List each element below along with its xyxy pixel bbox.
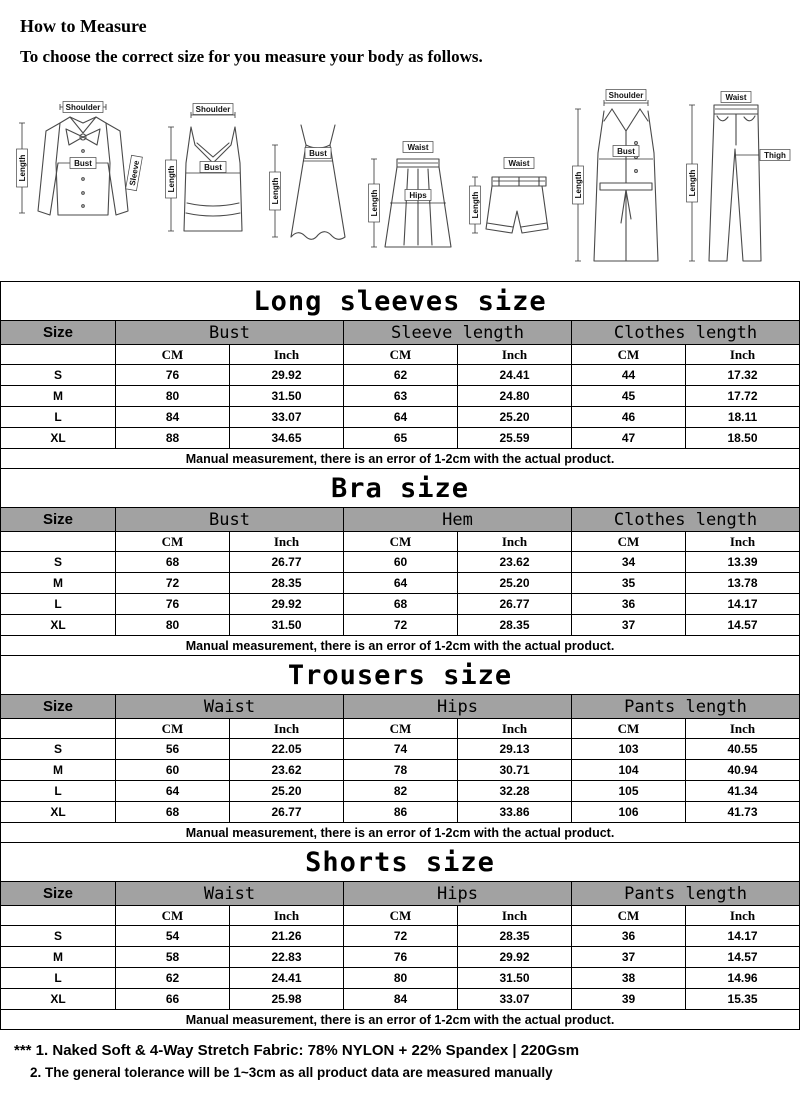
size-label: S [1, 552, 116, 573]
unit-inch: Inch [230, 532, 344, 552]
value-cell: 18.11 [686, 407, 800, 428]
value-cell: 41.34 [686, 781, 800, 802]
value-cell: 24.41 [230, 968, 344, 989]
value-cell: 47 [572, 428, 686, 449]
size-label: M [1, 760, 116, 781]
value-cell: 21.26 [230, 926, 344, 947]
length-label: Length [18, 154, 27, 182]
value-cell: 56 [116, 739, 230, 760]
bust-label: Bust [204, 163, 222, 172]
value-cell: 30.71 [458, 760, 572, 781]
value-cell: 76 [344, 947, 458, 968]
bust-label: Bust [74, 159, 92, 168]
value-cell: 60 [116, 760, 230, 781]
value-cell: 104 [572, 760, 686, 781]
value-cell: 25.20 [230, 781, 344, 802]
measurement-note: Manual measurement, there is an error of 1-2cm with the actual product. [1, 636, 800, 656]
hips-label: Hips [409, 191, 427, 200]
value-cell: 26.77 [458, 594, 572, 615]
value-cell: 86 [344, 802, 458, 823]
value-cell: 28.35 [458, 926, 572, 947]
value-cell: 33.86 [458, 802, 572, 823]
unit-row [1, 345, 800, 365]
value-cell: 64 [344, 407, 458, 428]
blank-cell [1, 345, 116, 365]
value-cell: 13.39 [686, 552, 800, 573]
group-header: Pants length [572, 882, 800, 906]
value-cell: 37 [572, 615, 686, 636]
vest-outline [184, 127, 242, 231]
value-cell: 41.73 [686, 802, 800, 823]
value-cell: 29.13 [458, 739, 572, 760]
value-cell: 72 [344, 615, 458, 636]
note-row [1, 1010, 800, 1030]
unit-cm: CM [572, 719, 686, 739]
value-cell: 24.41 [458, 365, 572, 386]
unit-row [1, 719, 800, 739]
size-label: L [1, 594, 116, 615]
value-cell: 45 [572, 386, 686, 407]
unit-cm: CM [572, 345, 686, 365]
table-title: Bra size [1, 469, 800, 508]
table-title: Long sleeves size [1, 282, 800, 321]
value-cell: 68 [116, 802, 230, 823]
table-title: Trousers size [1, 656, 800, 695]
shorts-illustration [467, 131, 567, 271]
value-cell: 62 [344, 365, 458, 386]
value-cell: 14.96 [686, 968, 800, 989]
value-cell: 39 [572, 989, 686, 1010]
size-column-header: Size [1, 508, 116, 532]
size-row-XL [1, 802, 800, 823]
value-cell: 40.55 [686, 739, 800, 760]
value-cell: 63 [344, 386, 458, 407]
table-title: Shorts size [1, 843, 800, 882]
value-cell: 78 [344, 760, 458, 781]
unit-cm: CM [572, 906, 686, 926]
shorts-outline [486, 177, 548, 233]
value-cell: 34 [572, 552, 686, 573]
value-cell: 17.72 [686, 386, 800, 407]
length-label: Length [574, 171, 583, 199]
value-cell: 44 [572, 365, 686, 386]
size-label: XL [1, 802, 116, 823]
measurement-note: Manual measurement, there is an error of 1-2cm with the actual product. [1, 823, 800, 843]
waist-label: Waist [725, 93, 747, 102]
unit-cm: CM [344, 532, 458, 552]
value-cell: 25.20 [458, 573, 572, 594]
blank-cell [1, 719, 116, 739]
unit-cm: CM [116, 345, 230, 365]
bust-label: Bust [309, 149, 327, 158]
size-column-header: Size [1, 695, 116, 719]
value-cell: 32.28 [458, 781, 572, 802]
waist-label: Waist [508, 159, 530, 168]
size-label: M [1, 573, 116, 594]
unit-inch: Inch [458, 719, 572, 739]
length-label: Length [471, 191, 480, 219]
unit-inch: Inch [458, 906, 572, 926]
unit-inch: Inch [230, 906, 344, 926]
size-label: XL [1, 989, 116, 1010]
size-row-S [1, 926, 800, 947]
value-cell: 36 [572, 926, 686, 947]
value-cell: 22.83 [230, 947, 344, 968]
group-header: Bust [116, 321, 344, 345]
size-label: XL [1, 428, 116, 449]
size-label: S [1, 739, 116, 760]
value-cell: 84 [116, 407, 230, 428]
value-cell: 34.65 [230, 428, 344, 449]
value-cell: 40.94 [686, 760, 800, 781]
table-header-row [1, 321, 800, 345]
size-row-M [1, 760, 800, 781]
value-cell: 24.80 [458, 386, 572, 407]
unit-inch: Inch [686, 719, 800, 739]
group-header: Waist [116, 882, 344, 906]
value-cell: 82 [344, 781, 458, 802]
size-tables [0, 281, 800, 1030]
coat-illustration [568, 89, 683, 271]
value-cell: 65 [344, 428, 458, 449]
size-table-long-sleeves [0, 281, 800, 469]
value-cell: 14.17 [686, 926, 800, 947]
value-cell: 26.77 [230, 552, 344, 573]
value-cell: 62 [116, 968, 230, 989]
value-cell: 46 [572, 407, 686, 428]
length-label: Length [271, 177, 280, 205]
unit-inch: Inch [686, 532, 800, 552]
value-cell: 76 [116, 594, 230, 615]
note-row [1, 449, 800, 469]
size-column-header: Size [1, 321, 116, 345]
group-header: Clothes length [572, 508, 800, 532]
length-label: Length [370, 189, 379, 217]
note-row [1, 823, 800, 843]
tolerance-footnote: 2. The general tolerance will be 1~3cm as all product data are measured manually [30, 1065, 553, 1080]
value-cell: 25.59 [458, 428, 572, 449]
group-header: Sleeve length [344, 321, 572, 345]
measurement-note: Manual measurement, there is an error of 1-2cm with the actual product. [1, 1010, 800, 1030]
size-label: M [1, 947, 116, 968]
unit-cm: CM [116, 532, 230, 552]
size-column-header: Size [1, 882, 116, 906]
unit-cm: CM [344, 906, 458, 926]
unit-inch: Inch [230, 345, 344, 365]
value-cell: 103 [572, 739, 686, 760]
table-title-row [1, 656, 800, 695]
value-cell: 18.50 [686, 428, 800, 449]
shoulder-label: Shoulder [65, 103, 101, 112]
unit-cm: CM [116, 719, 230, 739]
shoulder-label: Shoulder [195, 105, 231, 114]
table-title-row [1, 282, 800, 321]
pants-outline [709, 105, 761, 261]
value-cell: 22.05 [230, 739, 344, 760]
size-label: L [1, 407, 116, 428]
coat-outline [594, 109, 658, 261]
shoulder-label: Shoulder [608, 91, 644, 100]
group-header: Bust [116, 508, 344, 532]
value-cell: 26.77 [230, 802, 344, 823]
unit-cm: CM [344, 719, 458, 739]
size-label: S [1, 926, 116, 947]
size-row-L [1, 968, 800, 989]
skirt-illustration [366, 121, 466, 271]
size-table-bra [0, 468, 800, 656]
size-row-S [1, 552, 800, 573]
value-cell: 37 [572, 947, 686, 968]
vest-illustration [159, 99, 264, 271]
group-header: Hips [344, 695, 572, 719]
value-cell: 80 [344, 968, 458, 989]
value-cell: 58 [116, 947, 230, 968]
value-cell: 29.92 [230, 594, 344, 615]
dress-illustration [265, 103, 365, 271]
size-row-M [1, 573, 800, 594]
size-row-M [1, 947, 800, 968]
value-cell: 33.07 [230, 407, 344, 428]
group-header: Hips [344, 882, 572, 906]
value-cell: 80 [116, 386, 230, 407]
size-row-XL [1, 428, 800, 449]
table-header-row [1, 882, 800, 906]
value-cell: 66 [116, 989, 230, 1010]
group-header: Hem [344, 508, 572, 532]
sleeve-label: Sleeve [127, 159, 142, 187]
value-cell: 72 [116, 573, 230, 594]
unit-inch: Inch [230, 719, 344, 739]
value-cell: 23.62 [230, 760, 344, 781]
value-cell: 13.78 [686, 573, 800, 594]
value-cell: 80 [116, 615, 230, 636]
size-label: XL [1, 615, 116, 636]
size-row-XL [1, 615, 800, 636]
size-label: M [1, 386, 116, 407]
unit-inch: Inch [458, 532, 572, 552]
size-label: L [1, 968, 116, 989]
size-row-L [1, 781, 800, 802]
value-cell: 68 [116, 552, 230, 573]
page-title: How to Measure [20, 16, 147, 36]
table-title-row [1, 843, 800, 882]
unit-inch: Inch [686, 906, 800, 926]
waist-label: Waist [407, 143, 429, 152]
size-table-trousers [0, 655, 800, 843]
measurement-note: Manual measurement, there is an error of 1-2cm with the actual product. [1, 449, 800, 469]
value-cell: 35 [572, 573, 686, 594]
value-cell: 31.50 [230, 386, 344, 407]
table-header-row [1, 508, 800, 532]
value-cell: 84 [344, 989, 458, 1010]
value-cell: 31.50 [230, 615, 344, 636]
value-cell: 74 [344, 739, 458, 760]
table-header-row [1, 695, 800, 719]
size-label: S [1, 365, 116, 386]
value-cell: 72 [344, 926, 458, 947]
size-row-XL [1, 989, 800, 1010]
bust-label: Bust [617, 147, 635, 156]
value-cell: 14.57 [686, 947, 800, 968]
blank-cell [1, 532, 116, 552]
unit-cm: CM [116, 906, 230, 926]
value-cell: 15.35 [686, 989, 800, 1010]
unit-inch: Inch [458, 345, 572, 365]
value-cell: 106 [572, 802, 686, 823]
value-cell: 25.98 [230, 989, 344, 1010]
size-row-L [1, 594, 800, 615]
group-header: Pants length [572, 695, 800, 719]
value-cell: 76 [116, 365, 230, 386]
size-table-shorts [0, 842, 800, 1030]
thigh-label: Thigh [764, 151, 786, 160]
unit-inch: Inch [686, 345, 800, 365]
value-cell: 17.32 [686, 365, 800, 386]
value-cell: 23.62 [458, 552, 572, 573]
value-cell: 14.57 [686, 615, 800, 636]
value-cell: 28.35 [458, 615, 572, 636]
value-cell: 33.07 [458, 989, 572, 1010]
size-row-M [1, 386, 800, 407]
unit-row [1, 906, 800, 926]
pants-illustration [684, 89, 792, 271]
dress-outline [291, 125, 345, 239]
value-cell: 105 [572, 781, 686, 802]
value-cell: 36 [572, 594, 686, 615]
fabric-footnote: *** 1. Naked Soft & 4-Way Stretch Fabric: 78% NYLON + 22% Spandex | 220Gsm [14, 1042, 580, 1059]
blouse-illustration [8, 93, 158, 271]
measurement-illustrations [0, 81, 800, 271]
value-cell: 60 [344, 552, 458, 573]
value-cell: 64 [344, 573, 458, 594]
group-header: Waist [116, 695, 344, 719]
value-cell: 14.17 [686, 594, 800, 615]
value-cell: 31.50 [458, 968, 572, 989]
value-cell: 38 [572, 968, 686, 989]
value-cell: 54 [116, 926, 230, 947]
value-cell: 29.92 [458, 947, 572, 968]
length-label: Length [167, 165, 176, 193]
size-row-S [1, 739, 800, 760]
page-subtitle: To choose the correct size for you measure your body as follows. [20, 47, 483, 66]
value-cell: 28.35 [230, 573, 344, 594]
value-cell: 29.92 [230, 365, 344, 386]
unit-row [1, 532, 800, 552]
value-cell: 64 [116, 781, 230, 802]
table-title-row [1, 469, 800, 508]
unit-cm: CM [344, 345, 458, 365]
value-cell: 88 [116, 428, 230, 449]
size-label: L [1, 781, 116, 802]
unit-cm: CM [572, 532, 686, 552]
size-row-S [1, 365, 800, 386]
group-header: Clothes length [572, 321, 800, 345]
blank-cell [1, 906, 116, 926]
note-row [1, 636, 800, 656]
length-label: Length [688, 169, 697, 197]
size-row-L [1, 407, 800, 428]
value-cell: 68 [344, 594, 458, 615]
value-cell: 25.20 [458, 407, 572, 428]
